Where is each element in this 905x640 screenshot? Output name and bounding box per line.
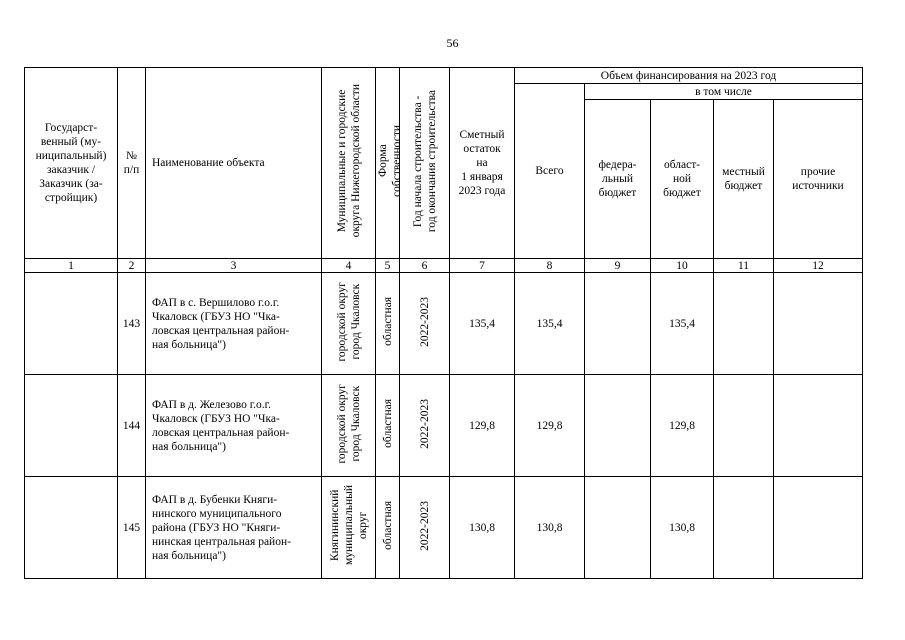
cell-years: 2022-2023 — [400, 375, 450, 477]
column-number: 12 — [774, 259, 863, 273]
cell-regional: 135,4 — [651, 273, 714, 375]
table-row — [25, 273, 863, 375]
header-other: прочие источники — [774, 100, 863, 259]
header-local: местный бюджет — [714, 100, 774, 259]
column-number: 7 — [450, 259, 515, 273]
column-number: 6 — [400, 259, 450, 273]
cell-total: 130,8 — [515, 477, 585, 579]
header-object-name: Наименование объекта — [146, 68, 322, 259]
cell-total: 135,4 — [515, 273, 585, 375]
cell-object-name: ФАП в д. Бубенки Княги- нинского муниципального района (ГБУЗ НО "Княги- нинская центральная район- ная больница") — [146, 477, 322, 579]
cell-ownership: областная — [376, 477, 400, 579]
column-number: 5 — [376, 259, 400, 273]
cell-customer — [25, 273, 118, 375]
header-including: в том числе — [585, 84, 863, 100]
cell-federal — [585, 273, 651, 375]
table-row — [25, 477, 863, 579]
cell-regional: 129,8 — [651, 375, 714, 477]
header-estimate-balance: Сметный остаток на 1 января 2023 года — [450, 68, 515, 259]
header-ownership: Форма собственности — [376, 68, 400, 259]
cell-other — [774, 375, 863, 477]
header-number: № п/п — [118, 68, 146, 259]
cell-local — [714, 477, 774, 579]
cell-municipality: городской округ город Чкаловск — [322, 375, 376, 477]
cell-municipality: Княгининский муниципальный округ — [322, 477, 376, 579]
cell-federal — [585, 477, 651, 579]
cell-estimate-balance: 129,8 — [450, 375, 515, 477]
column-numbers-row — [25, 259, 863, 273]
financing-table — [24, 67, 863, 579]
column-number: 8 — [515, 259, 585, 273]
cell-number: 143 — [118, 273, 146, 375]
cell-years: 2022-2023 — [400, 273, 450, 375]
column-number: 1 — [25, 259, 118, 273]
header-funding-volume: Объем финансирования на 2023 год — [515, 68, 863, 84]
header-customer: Государст- венный (му- ниципальный) заказчик / Заказчик (за- стройщик) — [25, 68, 118, 259]
table-row — [25, 375, 863, 477]
cell-number: 144 — [118, 375, 146, 477]
cell-ownership: областная — [376, 375, 400, 477]
cell-other — [774, 477, 863, 579]
cell-other — [774, 273, 863, 375]
cell-object-name: ФАП в д. Железово г.о.г. Чкаловск (ГБУЗ НО "Чка- ловская центральная район- ная больница") — [146, 375, 322, 477]
header-years: Год начала строительства - год окончания строительства — [400, 68, 450, 259]
cell-estimate-balance: 130,8 — [450, 477, 515, 579]
cell-total: 129,8 — [515, 375, 585, 477]
header-regional: област- ной бюджет — [651, 100, 714, 259]
column-number: 4 — [322, 259, 376, 273]
cell-customer — [25, 477, 118, 579]
cell-years: 2022-2023 — [400, 477, 450, 579]
cell-federal — [585, 375, 651, 477]
column-number: 3 — [146, 259, 322, 273]
cell-number: 145 — [118, 477, 146, 579]
cell-local — [714, 273, 774, 375]
header-total: Всего — [515, 84, 585, 259]
cell-local — [714, 375, 774, 477]
cell-customer — [25, 375, 118, 477]
cell-ownership: областная — [376, 273, 400, 375]
cell-estimate-balance: 135,4 — [450, 273, 515, 375]
cell-object-name: ФАП в с. Вершилово г.о.г. Чкаловск (ГБУЗ НО "Чка- ловская центральная район- ная больница") — [146, 273, 322, 375]
column-number: 10 — [651, 259, 714, 273]
column-number: 11 — [714, 259, 774, 273]
cell-municipality: городской округ город Чкаловск — [322, 273, 376, 375]
column-number: 2 — [118, 259, 146, 273]
header-municipality: Муниципальные и городские округа Нижегородской области — [322, 68, 376, 259]
page-number: 56 — [446, 36, 459, 50]
cell-regional: 130,8 — [651, 477, 714, 579]
header-federal: федера- льный бюджет — [585, 100, 651, 259]
column-number: 9 — [585, 259, 651, 273]
